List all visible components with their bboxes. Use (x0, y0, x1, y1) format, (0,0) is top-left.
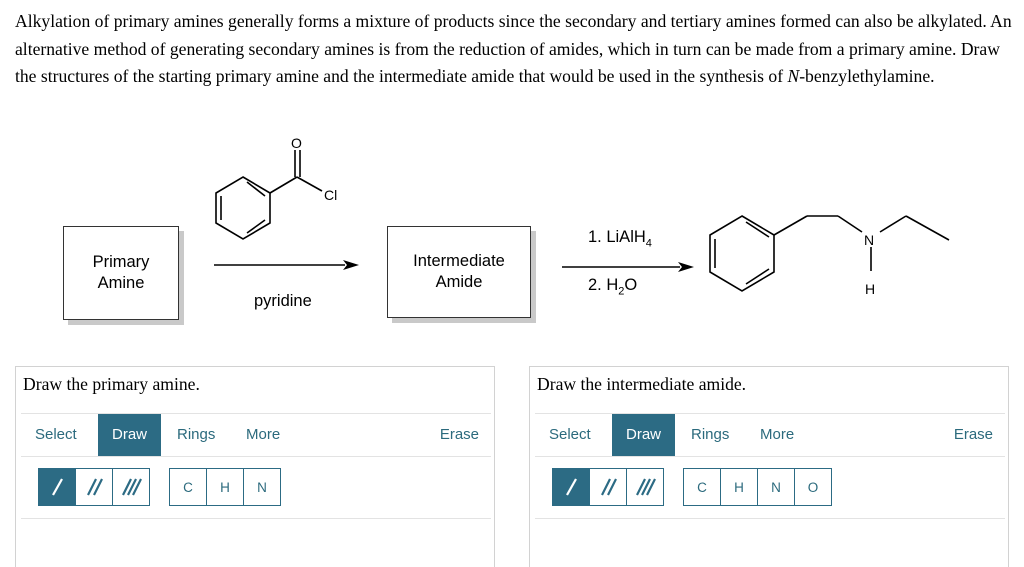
double-bond-icon (76, 468, 112, 506)
atom-button-h[interactable]: H (206, 468, 244, 506)
scheme-drawing (0, 120, 1024, 340)
reaction-scheme (0, 120, 1024, 340)
tab-more[interactable]: More (760, 426, 795, 443)
intermediate-amide-panel (529, 366, 1009, 567)
tools-area (535, 455, 1005, 519)
chlorine-label: Cl (324, 187, 338, 203)
tab-more[interactable]: More (246, 426, 281, 443)
product-structure (710, 216, 949, 291)
step1-text: 1. LiAlH (588, 228, 646, 246)
drawing-toolbar (21, 413, 491, 457)
primary-amine-panel (15, 366, 495, 567)
triple-bond-button[interactable] (626, 468, 664, 506)
benzoyl-chloride-structure (216, 150, 322, 239)
atom-button-o[interactable]: O (794, 468, 832, 506)
atom-button-c[interactable]: C (683, 468, 721, 506)
question-body: Alkylation of primary amines generally forms a mixture of products since the secondary and tertiary amines formed can also be alkylated. An alternative method of generating secondary amines is from the reduction of amides, which in turn can be made from a primary amine. Draw the structures of the starting primary amine and the intermediate amide that would be used in the synthesis of (15, 11, 1012, 86)
question-end: -benzylethylamine. (799, 66, 935, 86)
step2-subscript: 2 (618, 285, 625, 298)
atom-tools (169, 468, 281, 506)
hydrogen-label: H (865, 281, 876, 297)
reaction-arrow-2 (562, 262, 694, 272)
step2-suffix: O (624, 276, 638, 294)
primary-amine-label: Primary Amine (92, 253, 150, 292)
atom-button-c[interactable]: C (169, 468, 207, 506)
single-bond-button[interactable] (38, 468, 76, 506)
pyridine-label: pyridine (254, 292, 312, 310)
reagent-step-1 (588, 228, 652, 249)
tools-area (21, 455, 491, 519)
atom-tools (683, 468, 832, 506)
double-bond-button[interactable] (75, 468, 113, 506)
question-italic-n: N (787, 66, 800, 86)
triple-bond-icon (627, 468, 663, 506)
single-bond-icon (553, 468, 589, 506)
double-bond-button[interactable] (589, 468, 627, 506)
erase-button[interactable]: Erase (953, 426, 993, 443)
drawing-toolbar (535, 413, 1005, 457)
intermediate-amide-label: Intermediate Amide (413, 252, 505, 291)
atom-button-n[interactable]: N (757, 468, 795, 506)
triple-bond-icon (113, 468, 149, 506)
tab-rings[interactable]: Rings (691, 426, 730, 443)
step1-subscript: 4 (645, 237, 652, 250)
tab-rings[interactable]: Rings (177, 426, 216, 443)
tab-draw[interactable]: Draw (612, 414, 675, 456)
carbonyl-oxygen-label: O (291, 135, 302, 151)
tab-select[interactable]: Select (549, 426, 591, 443)
erase-button[interactable]: Erase (439, 426, 479, 443)
step2-text: 2. H (588, 276, 619, 294)
tab-draw[interactable]: Draw (98, 414, 161, 456)
single-bond-icon (39, 468, 75, 506)
nitrogen-label: N (864, 232, 875, 248)
question-text (15, 8, 1015, 91)
panel-title: Draw the primary amine. (23, 374, 200, 394)
triple-bond-button[interactable] (112, 468, 150, 506)
panel-title: Draw the intermediate amide. (537, 374, 747, 394)
tab-select[interactable]: Select (35, 426, 77, 443)
bond-tools (552, 468, 664, 506)
single-bond-button[interactable] (552, 468, 590, 506)
atom-button-n[interactable]: N (243, 468, 281, 506)
bond-tools (38, 468, 150, 506)
double-bond-icon (590, 468, 626, 506)
atom-button-h[interactable]: H (720, 468, 758, 506)
reaction-arrow-1 (214, 260, 359, 270)
reagent-step-2 (588, 276, 637, 297)
